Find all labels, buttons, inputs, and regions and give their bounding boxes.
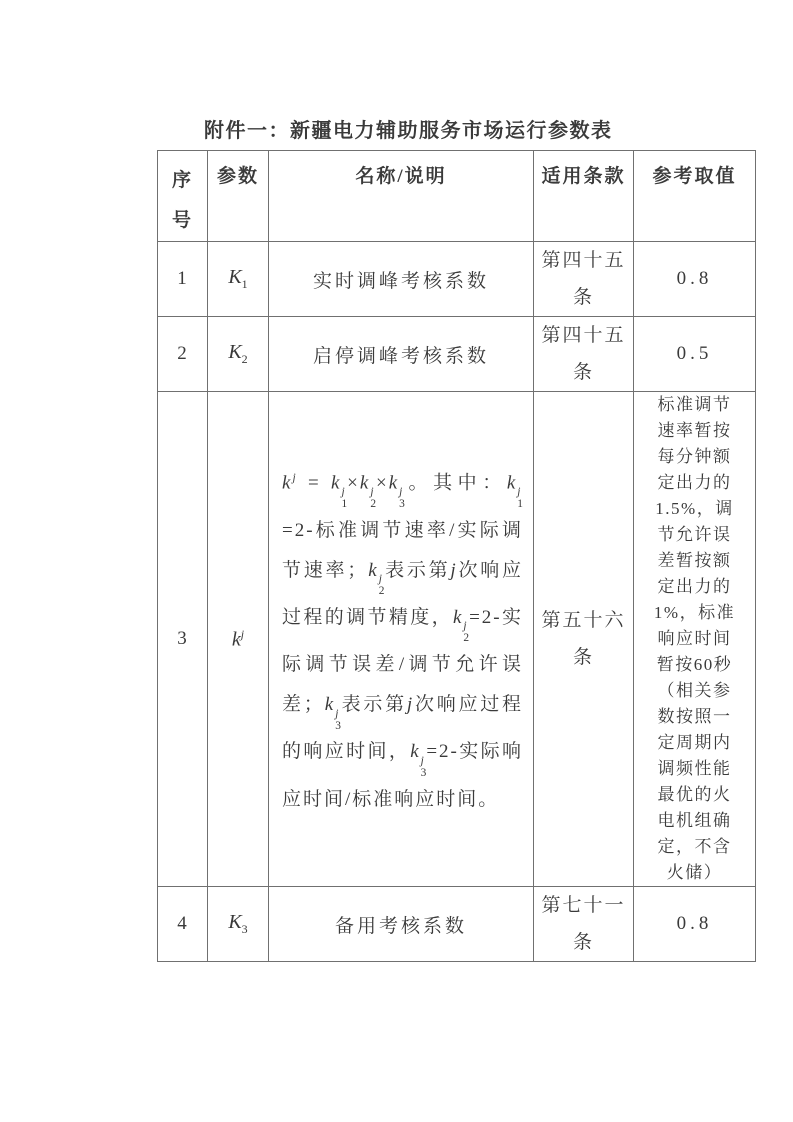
name-cell: 实时调峰考核系数	[269, 242, 534, 317]
clause-text: 第七十一条	[541, 895, 626, 953]
param-cell: $k^j$	[208, 392, 269, 887]
clause-text: 第四十五条	[541, 250, 626, 308]
param-cell: $K_2$	[208, 317, 269, 392]
clause-cell	[534, 317, 634, 392]
seq-cell: 1	[158, 242, 208, 317]
name-cell: $k^j = k$ j 1 ×k j 2 ×k j 3 。其中：k j 1 =2-标准调节速率/实际调节速率；k j 2 表示第j次响应过程的调节精度，k j 2 =2-实际调节误差/调节允许误差；k j 3 表示第j次响应过程的响应时间，k j 3 =2-实际响应时间/标准响应时间。	[269, 392, 534, 887]
clause-text: 第五十六条	[541, 610, 626, 668]
value-cell: 0.8	[634, 242, 756, 317]
header-seq	[158, 151, 208, 242]
header-param: 参数	[208, 151, 269, 242]
table-row	[158, 392, 756, 887]
seq-cell: 4	[158, 887, 208, 962]
param-cell: $K_3$	[208, 887, 269, 962]
clause-cell	[534, 887, 634, 962]
table-row	[158, 887, 756, 962]
document-title: 附件一：新疆电力辅助服务市场运行参数表	[204, 120, 613, 142]
header-value: 参考取值	[634, 151, 756, 242]
value-text: 标准调节速率暂按每分钟额定出力的1.5%，调节允许误差暂按额定出力的1%，标准响应时间暂按60秒（相关参数按照一定周期内调频性能最优的火电机组确定，不含火储）	[653, 395, 736, 882]
table-header-row	[158, 151, 756, 242]
parameters-table	[157, 150, 756, 962]
value-cell	[634, 392, 756, 887]
seq-cell: 2	[158, 317, 208, 392]
seq-cell: 3	[158, 392, 208, 887]
header-name: 名称/说明	[269, 151, 534, 242]
name-cell: 启停调峰考核系数	[269, 317, 534, 392]
name-cell: 备用考核系数	[269, 887, 534, 962]
table-row	[158, 242, 756, 317]
clause-cell	[534, 242, 634, 317]
clause-text: 第四十五条	[541, 325, 626, 383]
header-seq-label: 序号	[171, 170, 193, 231]
clause-cell	[534, 392, 634, 887]
header-clause: 适用条款	[534, 151, 634, 242]
value-cell: 0.5	[634, 317, 756, 392]
value-cell: 0.8	[634, 887, 756, 962]
param-cell: $K_1$	[208, 242, 269, 317]
table-row	[158, 317, 756, 392]
